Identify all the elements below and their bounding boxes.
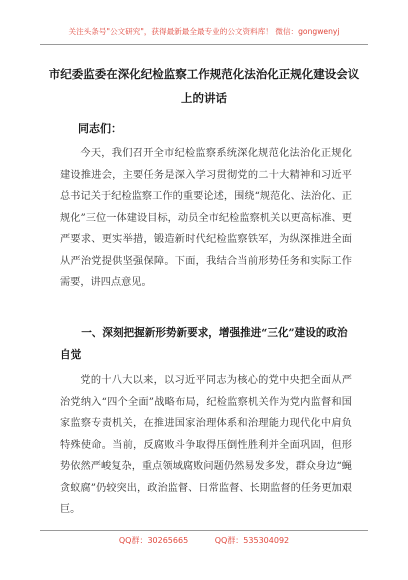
footer-qq-group-2: QQ群：535304092 — [214, 536, 290, 545]
footer-divider — [40, 530, 368, 531]
footer — [40, 533, 368, 549]
paragraph-section-1: 党的十八大以来，以习近平同志为核心的党中央把全面从严治党纳入“四个全面”战略布局，纪检监察机关作为党内监督和国家监察专责机关，在推进国家治理体系和治理能力现代化中肩负特殊使命。当前，反腐败斗争取得压倒性胜利并全面巩固，但形势依然严峻复杂，重点领域腐败问题仍然易发多发，群众身边“蝇贪蚁腐”仍较突出，政治监督、日常监督、长期监督的任务更加艰巨。 — [60, 375, 352, 515]
header-banner: 关注头条号"公文研究"，获得最新最全最专业的公文资料库！ 微信：gongwenyj — [68, 27, 340, 36]
footer-qq-group-1: QQ群：30265665 — [118, 536, 189, 545]
greeting: 同志们： — [78, 122, 122, 135]
section-heading-1: 一、深刻把握新形势新要求，增强推进“三化”建设的政治自觉 — [60, 327, 348, 361]
header-divider — [40, 44, 368, 45]
paragraph-intro: 今天，我们召开全市纪检监察系统深化规范化法治化正规化建设推进会，主要任务是深入学习贯彻党的二十大精神和习近平总书记关于纪检监察工作的重要论述，围绕“规范化、法治化、正规化”三位一体建设目标，动员全市纪检监察机关以更高标准、更严要求、更实举措，锻造新时代纪检监察铁军，为纵深推进全面从严治党提供坚强保障。下面，我结合当前形势任务和实际工作需要，讲四点意见。 — [60, 148, 352, 288]
document-title: 市纪委监委在深化纪检监察工作规范化法治化正规化建设会议上的讲话 — [48, 67, 360, 105]
